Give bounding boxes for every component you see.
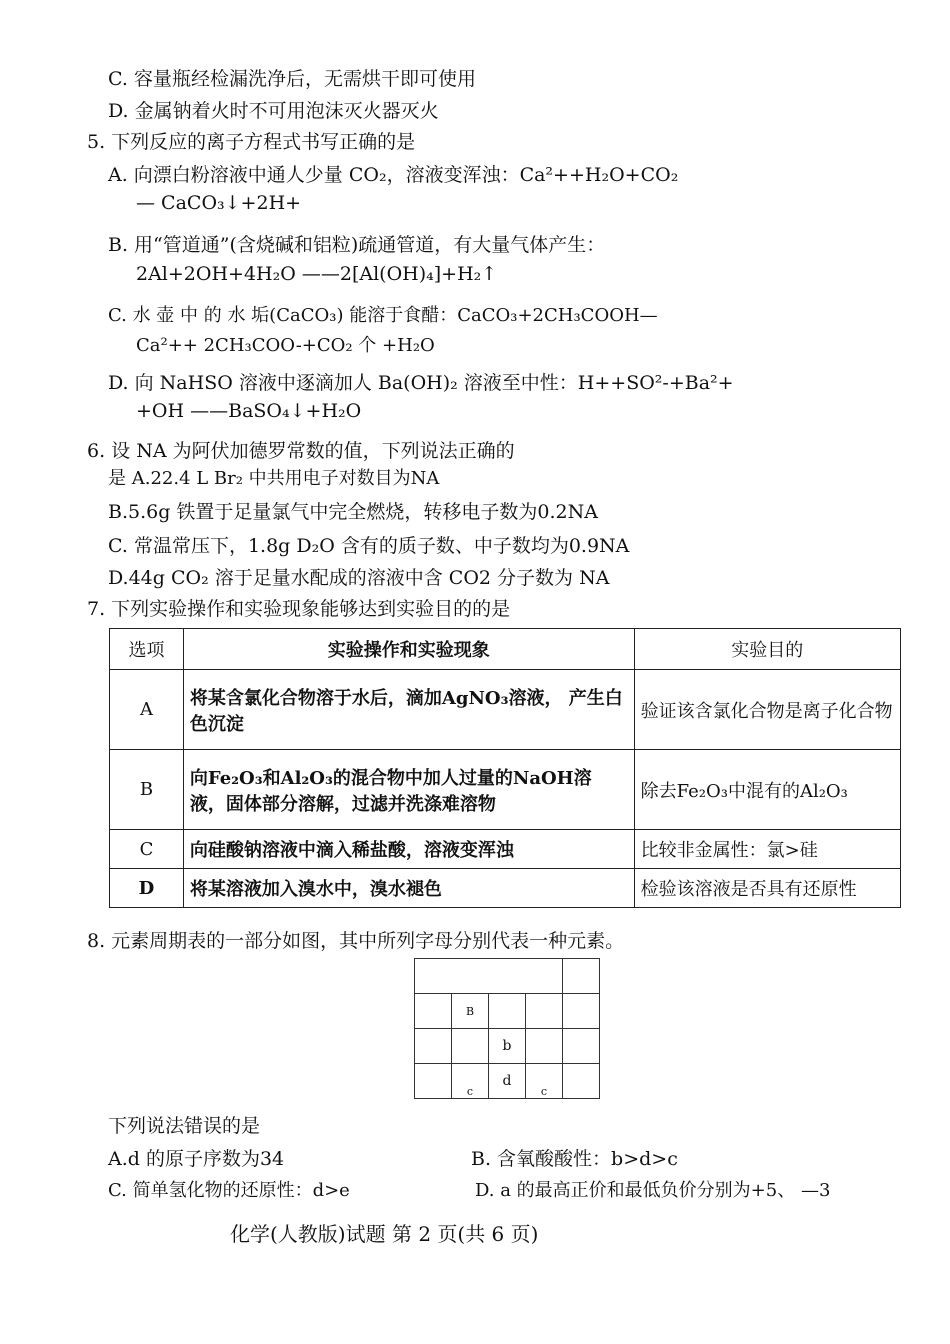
q5-option-a-line1: A. 向漂白粉溶液中通人少量 CO₂，溶液变浑浊：Ca²++H₂O+CO₂	[108, 164, 679, 186]
q5-option-b-line1: B. 用“管道通”(含烧碱和铝粒)疏通管道，有大量气体产生：	[108, 234, 606, 256]
table-row	[110, 750, 901, 830]
q8-option-d: D. a 的最高正价和最低负价分别为+5、 —3	[475, 1180, 831, 1201]
table-row	[110, 830, 901, 869]
q6-stem: 6. 设 NA 为阿伏加德罗常数的值，下列说法正确的	[87, 440, 515, 462]
pt-cell	[563, 994, 600, 1029]
q4-option-c: C. 容量瓶经检漏洗净后，无需烘干即可使用	[108, 68, 476, 90]
pt-cell	[563, 1029, 600, 1064]
pt-cell	[415, 959, 452, 994]
q6-option-a: 是 A.22.4 L Br₂ 中共用电子对数目为NA	[108, 468, 440, 489]
pt-cell	[563, 959, 600, 994]
q4-option-d: D. 金属钠着火时不可用泡沫灭火器灭火	[108, 100, 439, 122]
table-row	[110, 670, 901, 750]
pt-cell-d: d	[489, 1064, 526, 1099]
q5-option-d-line2: +OH ——BaSO₄↓+H₂O	[136, 400, 362, 422]
header-goal: 实验目的	[634, 629, 900, 670]
q8-option-b: B. 含氧酸酸性：b>d>c	[471, 1148, 678, 1170]
q5-option-d-line1: D. 向 NaHSO 溶液中逐滴加人 Ba(OH)₂ 溶液至中性：H++SO²-+Ba²+	[108, 372, 734, 394]
pt-cell	[415, 994, 452, 1029]
q8-prompt: 下列说法错误的是	[108, 1115, 261, 1137]
pt-cell	[563, 1064, 600, 1099]
row-goal: 比较非金属性：氯>硅	[634, 830, 900, 869]
row-option: B	[110, 750, 184, 830]
q7-stem: 7. 下列实验操作和实验现象能够达到实验目的的是	[87, 598, 511, 620]
q8-option-a: A.d 的原子序数为34	[108, 1148, 285, 1170]
pt-cell	[526, 1029, 563, 1064]
row-goal: 除去Fe₂O₃中混有的Al₂O₃	[634, 750, 900, 830]
pt-cell	[415, 1029, 452, 1064]
periodic-table-fragment	[414, 958, 600, 1099]
pt-cell	[489, 959, 526, 994]
pt-cell	[526, 959, 563, 994]
table-row	[110, 869, 901, 908]
experiment-table	[109, 628, 901, 908]
table-header-row	[110, 629, 901, 670]
q6-option-c: C. 常温常压下，1.8g D₂O 含有的质子数、中子数均为0.9NA	[108, 535, 630, 557]
row-option: A	[110, 670, 184, 750]
q5-stem: 5. 下列反应的离子方程式书写正确的是	[87, 131, 416, 153]
q5-option-a-line2: — CaCO₃↓+2H+	[136, 192, 302, 214]
pt-cell-c: c	[452, 1064, 489, 1099]
q5-option-b-line2: 2Al+2OH+4H₂O ——2[Al(OH)₄]+H₂↑	[136, 263, 498, 285]
row-operation: 将某含氯化合物溶于水后，滴加AgNO₃溶液， 产生白色沉淀	[183, 670, 634, 750]
q5-option-c-line2: Ca²++ 2CH₃COO-+CO₂ 个 +H₂O	[136, 335, 435, 356]
pt-cell-c: c	[526, 1064, 563, 1099]
pt-cell-b: b	[489, 1029, 526, 1064]
header-operation: 实验操作和实验现象	[183, 629, 634, 670]
pt-cell	[452, 959, 489, 994]
header-option: 选项	[110, 629, 184, 670]
page-footer: 化学(人教版)试题 第 2 页(共 6 页)	[230, 1222, 539, 1246]
pt-cell	[526, 994, 563, 1029]
row-operation: 将某溶液加入溴水中，溴水褪色	[183, 869, 634, 908]
row-option: C	[110, 830, 184, 869]
q6-option-b: B.5.6g 铁置于足量氯气中完全燃烧，转移电子数为0.2NA	[108, 501, 598, 523]
q6-option-d: D.44g CO₂ 溶于足量水配成的溶液中含 CO2 分子数为 NA	[108, 567, 610, 589]
pt-cell-B: B	[452, 994, 489, 1029]
row-operation: 向Fe₂O₃和Al₂O₃的混合物中加人过量的NaOH溶液，固体部分溶解，过滤并洗涤难溶物	[183, 750, 634, 830]
row-operation: 向硅酸钠溶液中滴入稀盐酸，溶液变浑浊	[183, 830, 634, 869]
pt-cell	[452, 1029, 489, 1064]
pt-cell	[489, 994, 526, 1029]
q5-option-c-line1: C. 水 壶 中 的 水 垢(CaCO₃) 能溶于食醋：CaCO₃+2CH₃COOH—	[108, 305, 658, 326]
q8-stem: 8. 元素周期表的一部分如图，其中所列字母分别代表一种元素。	[87, 930, 625, 952]
row-goal: 检验该溶液是否具有还原性	[634, 869, 900, 908]
row-goal: 验证该含氯化合物是离子化合物	[634, 670, 900, 750]
row-option: D	[110, 869, 184, 908]
q8-option-c: C. 简单氢化物的还原性：d>e	[108, 1180, 350, 1201]
pt-cell	[415, 1064, 452, 1099]
